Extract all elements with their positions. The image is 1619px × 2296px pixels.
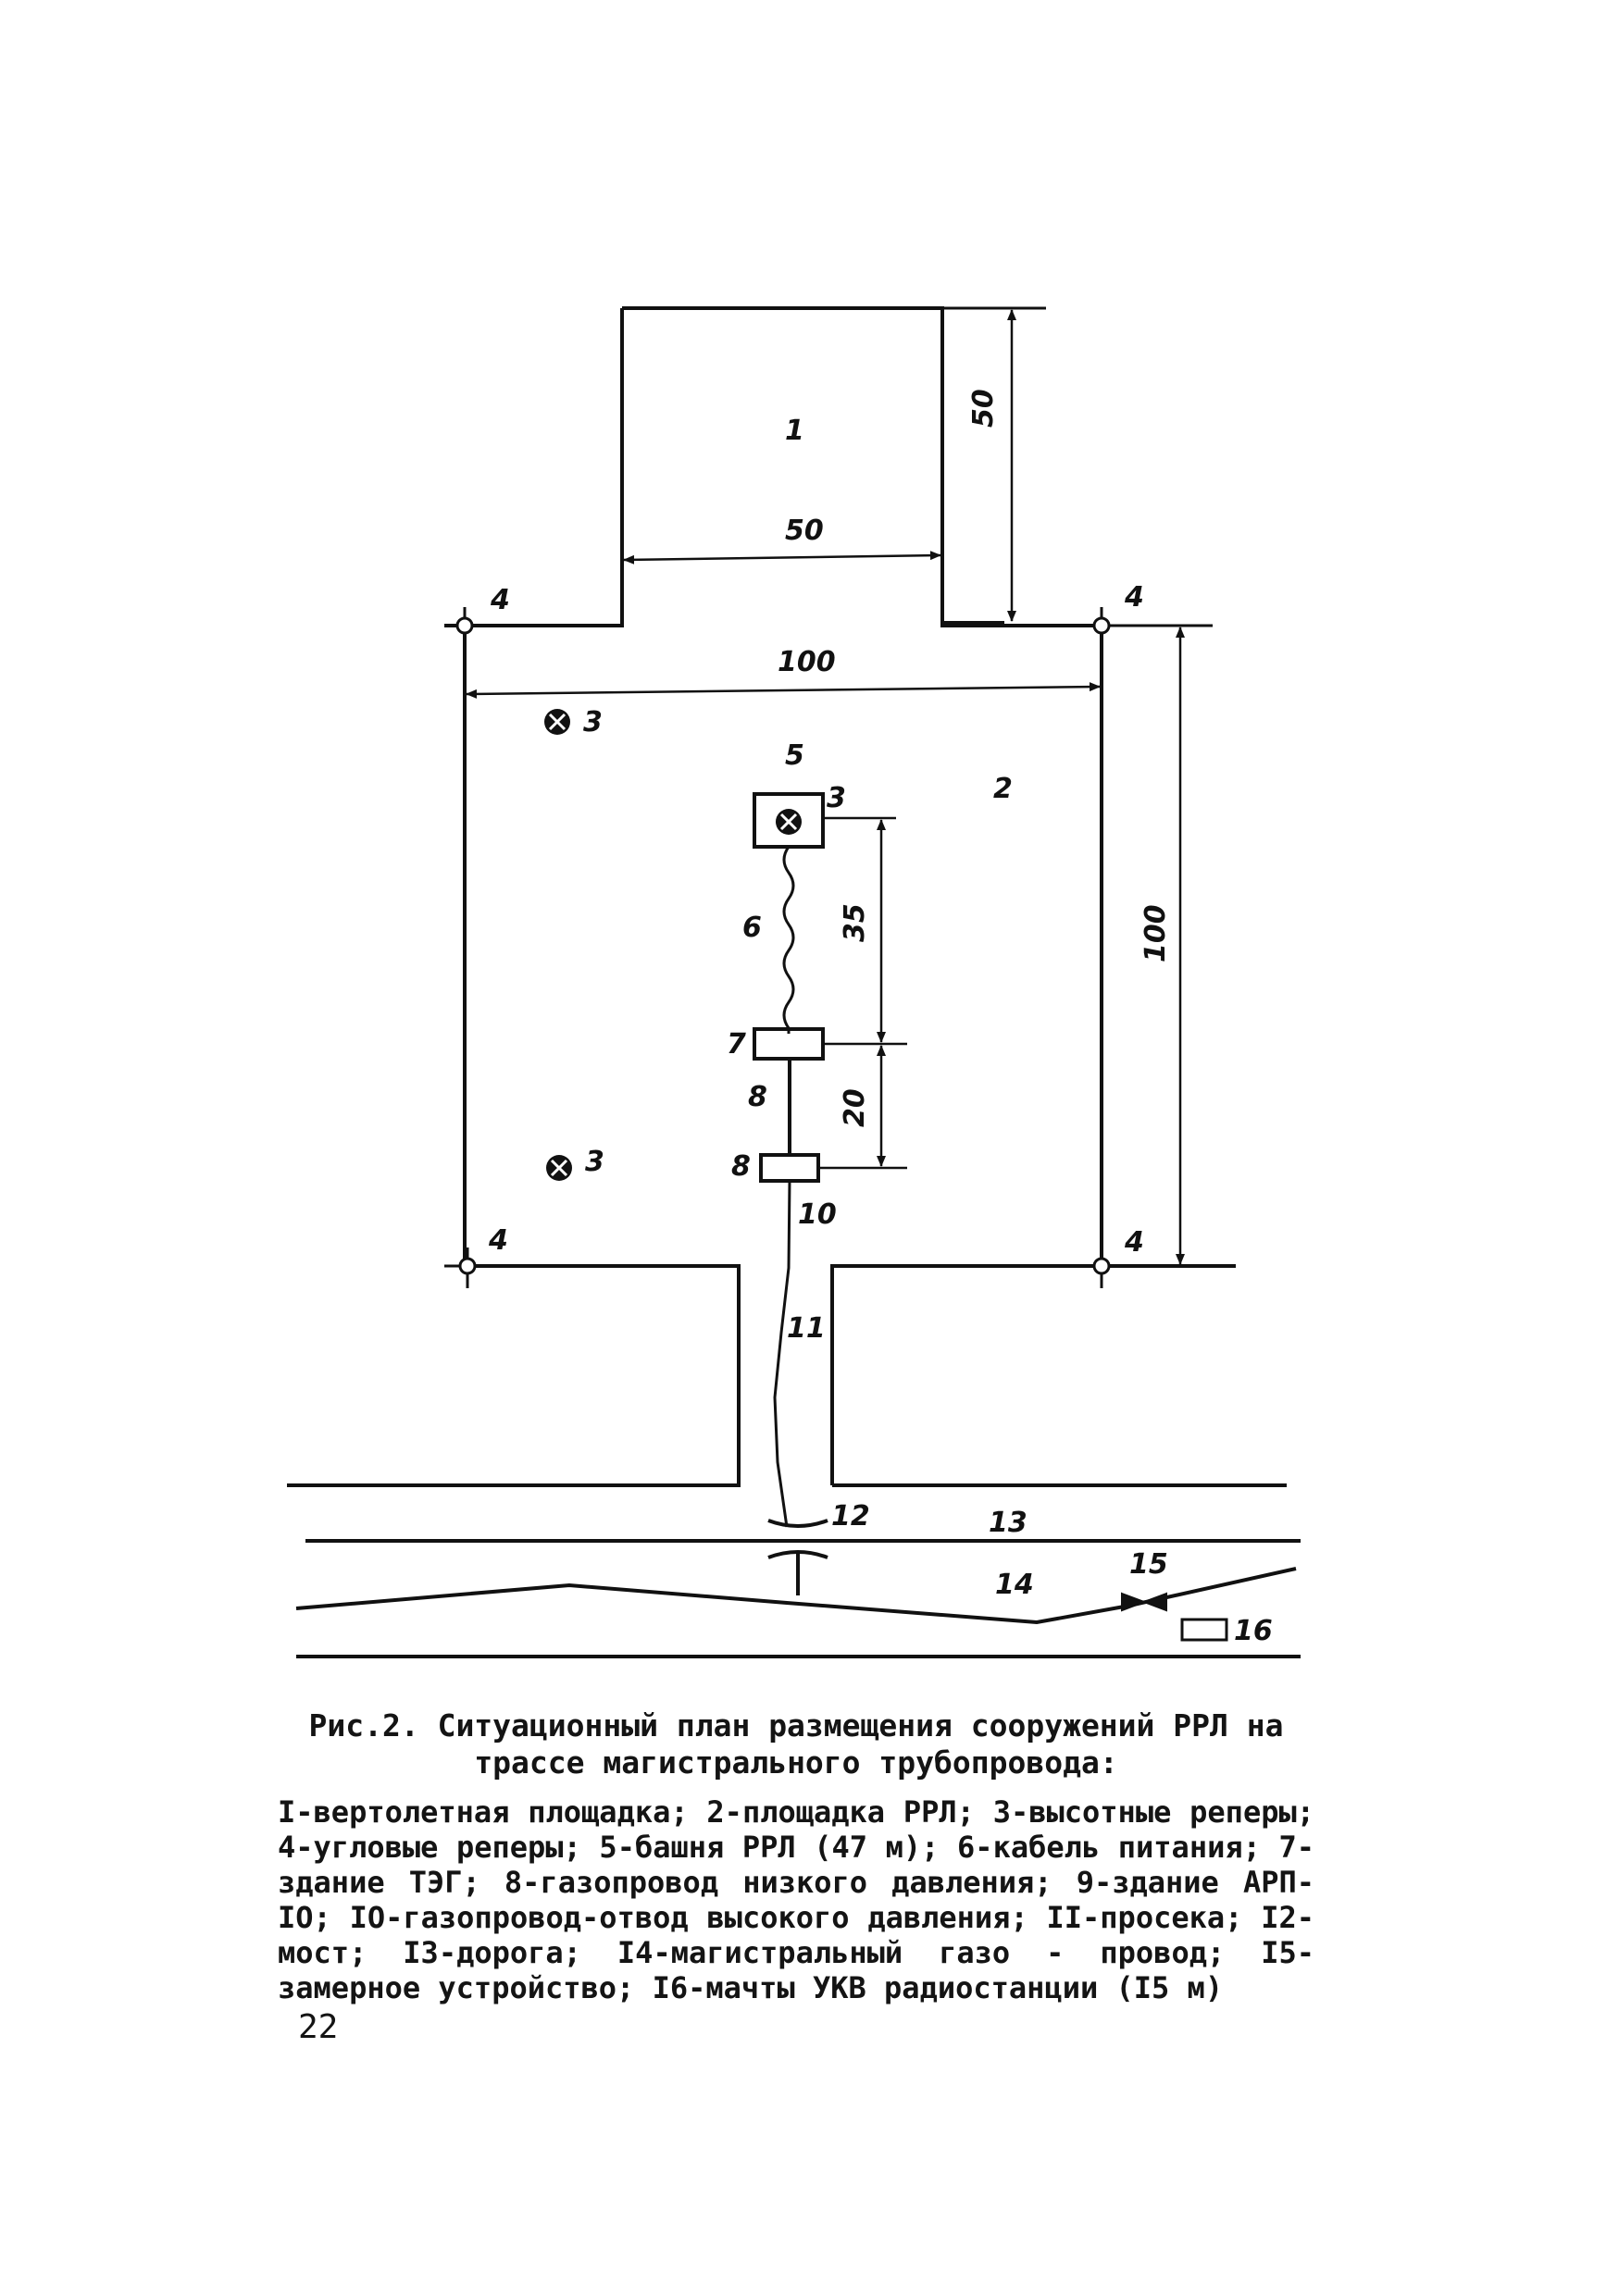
label-corner-marker: 4 [1125, 581, 1144, 614]
label-tower-marker: 3 [827, 782, 846, 814]
label-metering-device: 15 [1129, 1548, 1168, 1581]
label-branch-pipe: 10 [798, 1198, 837, 1231]
label-corner-marker: 4 [491, 584, 510, 616]
dim-label-teg-arp: 20 [839, 1088, 871, 1127]
helipad-outline [622, 308, 1004, 623]
arp-building [761, 1155, 818, 1181]
label-radio-masts: 16 [1234, 1615, 1273, 1647]
label-corner-marker: 4 [1125, 1226, 1144, 1259]
metering-device [1122, 1594, 1166, 1610]
label-road: 13 [989, 1507, 1027, 1539]
height-marker [776, 809, 802, 835]
label-clearing: 11 [787, 1312, 826, 1345]
high-pressure-branch [775, 1180, 790, 1527]
label-bridge: 12 [831, 1500, 870, 1533]
caption-legend: I-вертолетная площадка; 2-площадка РРЛ; 3-высотные реперы; 4-угловые реперы; 5-башня РРЛ (47 м); 6-кабель питания; 7-здание ТЭГ; 8-газопровод низкого давления; 9-здание АРП-IO; IO-газопровод-отвод высокого давления; II-просека; I2-мост; I3-дорога; I4-магистральный газо - провод; I5-замерное устройство; I6-мачты УКВ радиостанции (I5 м) [278, 1794, 1314, 2005]
label-site: 2 [993, 773, 1013, 805]
dim-label-site-width: 100 [778, 646, 836, 678]
figure-caption [278, 1707, 1314, 2005]
label-height-marker: 3 [585, 1146, 604, 1178]
label-teg-building: 7 [727, 1028, 746, 1061]
page-number: 22 [298, 2008, 339, 2046]
label-height-marker: 3 [583, 706, 603, 738]
dim-label-tower-teg: 35 [839, 903, 871, 942]
height-marker [544, 709, 570, 735]
label-helipad: 1 [785, 415, 804, 447]
label-low-pressure-pipe: 8 [748, 1081, 767, 1113]
clearing-right-edge [832, 1266, 1102, 1485]
radio-masts [1182, 1620, 1227, 1640]
height-marker [546, 1155, 572, 1181]
site-bottom-left [287, 1266, 739, 1485]
label-cable: 6 [742, 912, 762, 944]
bridge [768, 1520, 828, 1526]
dim-helipad-width [624, 555, 940, 560]
dim-label-site-height: 100 [1140, 904, 1172, 962]
dim-label-helipad-height: 50 [967, 389, 1000, 428]
caption-title: Рис.2. Ситуационный план размещения сооружений РРЛ на трассе магистрального трубопровода: [308, 1707, 1284, 1781]
label-tower: 5 [785, 739, 804, 772]
dim-site-width [467, 687, 1100, 694]
label-corner-marker: 4 [489, 1224, 508, 1257]
label-main-pipeline: 14 [995, 1569, 1034, 1601]
label-arp-building: 8 [731, 1150, 751, 1183]
power-cable [784, 847, 793, 1034]
dim-label-helipad-width: 50 [785, 515, 824, 547]
